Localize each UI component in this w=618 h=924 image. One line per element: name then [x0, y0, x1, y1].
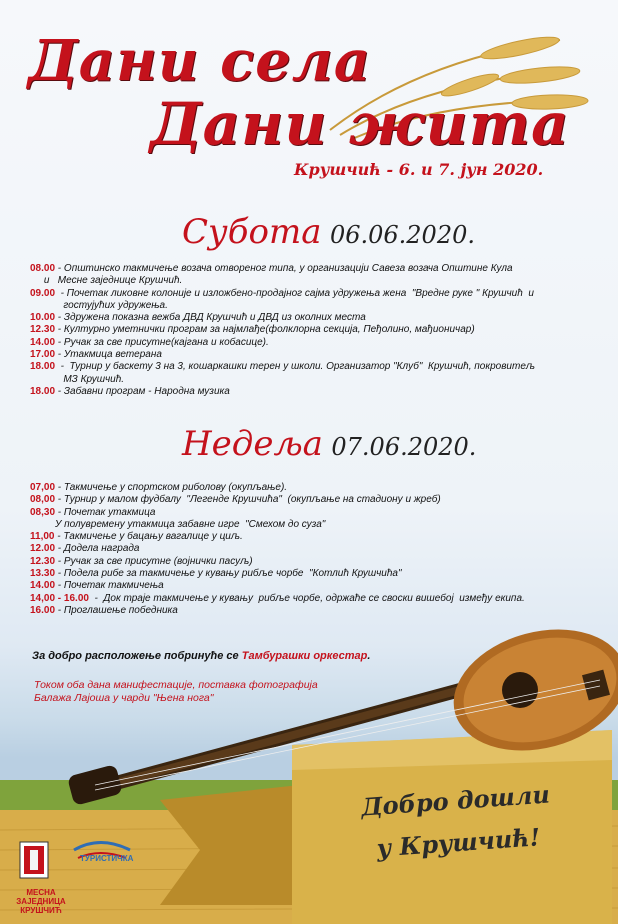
time: 12.00 — [30, 543, 56, 555]
welcome-line2: у Крушчић! — [375, 822, 542, 863]
photo-exhibit-note — [34, 679, 318, 705]
activity: - Ручак за све присутне (војнички пасуљ) — [55, 555, 253, 567]
activity: - Забавни програм - Народна музика — [55, 385, 230, 397]
saturday-date: 06.06.2020. — [329, 221, 475, 249]
schedule-row — [30, 519, 590, 531]
time: 08.00 — [30, 263, 56, 274]
orchestra-suffix: . — [367, 650, 371, 662]
schedule-row — [30, 337, 590, 349]
schedule-row — [30, 312, 590, 324]
time: 12.30 — [30, 324, 56, 336]
orchestra-name: Тамбурашки оркестар — [241, 650, 368, 662]
activity: - Почетак утакмица — [55, 506, 156, 518]
tourism-logo-text: ТУРИСТИЧКА — [80, 854, 134, 863]
event-date-range: Крушчић - 6. и 7. јун 2020. — [294, 160, 544, 179]
schedule-row — [30, 556, 590, 568]
saturday-schedule — [30, 263, 590, 398]
sunday-date: 07.06.2020. — [331, 433, 477, 461]
time: 13.30 — [30, 568, 56, 580]
sunday-heading — [182, 424, 476, 464]
schedule-row — [30, 593, 590, 605]
time: 14,00 - 16.00 — [30, 592, 89, 604]
activity: гостујућих удружења. — [30, 299, 168, 311]
schedule-row — [30, 531, 590, 543]
schedule-row — [30, 349, 590, 361]
activity: - Ручак за све присутне(кајгана и кобасице). — [55, 336, 269, 348]
activity: - Такмичење у спортском риболову (окупљање). — [55, 482, 288, 493]
schedule-row — [30, 494, 590, 506]
schedule-row — [30, 275, 590, 287]
schedule-row — [30, 580, 590, 592]
schedule-row — [30, 263, 590, 275]
activity: и Месне заједнице Крушчић. — [30, 275, 183, 287]
time: 17.00 — [30, 349, 56, 361]
schedule-row — [30, 300, 590, 312]
schedule-row — [30, 482, 590, 494]
welcome-line1: Добро дошли — [360, 779, 551, 822]
activity: - Почетак такмичења — [55, 580, 164, 592]
saturday-heading — [182, 212, 475, 252]
time: 07,00 — [30, 482, 56, 493]
saturday-name: Субота — [182, 212, 322, 252]
schedule-row — [30, 568, 590, 580]
activity: - Турнир у малом фудбалу "Легенде Крушчића" (окупљање на стадиону и жреб) — [55, 494, 441, 506]
time: 11,00 — [30, 531, 55, 543]
time: 09.00 — [30, 287, 56, 299]
schedule-row — [30, 605, 590, 617]
schedule-row — [30, 374, 590, 386]
schedule-row — [30, 543, 590, 555]
time: 14.00 — [30, 580, 56, 592]
orchestra-prefix: За добро расположење побринуће се — [32, 650, 242, 662]
schedule-row — [30, 324, 590, 336]
activity: МЗ Крушчић. — [30, 373, 125, 385]
time: 18.00 — [30, 385, 56, 397]
time: 08,30 — [30, 506, 56, 518]
activity: - Док траје такмичење у кувању рибље чорбе, одржаће се своски вишебој између екипа. — [88, 592, 525, 604]
time: 14.00 — [30, 336, 56, 348]
activity: - Проглашење победника — [55, 604, 178, 616]
orchestra-note — [32, 650, 370, 662]
activity: - Здружена показна вежба ДВД Крушчић и ДВД из околних места — [55, 312, 366, 324]
activity: - Културно уметнички програм за најмлађе(фолклорна секција, Пеђолино, мађионичар) — [55, 324, 475, 336]
title-line1: Дани села — [28, 28, 372, 94]
time: 10.00 — [30, 312, 56, 324]
sunday-schedule — [30, 482, 590, 617]
time: 12.30 — [30, 555, 56, 567]
time: 18.00 — [30, 361, 56, 373]
schedule-row — [30, 288, 590, 300]
activity: - Општинско такмичење возача отвореног типа, у организацији Савеза возача Општине Кула — [55, 263, 513, 274]
schedule-row — [30, 361, 590, 373]
photo-note-line1: Током оба дана манифестације, поставка фотографија — [34, 679, 318, 691]
photo-note-line2: Балажа Лајоша у чарди "Њена нога" — [34, 692, 214, 704]
activity: У полувремену утакмица забавне игре "Смехом до суза" — [30, 518, 326, 530]
activity: - Утакмица ветерана — [55, 349, 162, 361]
activity: - Такмичење у бацању вагалице у циљ. — [54, 531, 243, 543]
activity: - Подела рибе за такмичење у кувању рибље чорбе "Котлић Крушчића" — [55, 568, 402, 580]
sunday-name: Недеља — [182, 424, 323, 464]
title-line2: Дани жита — [150, 90, 570, 158]
time: 08,00 — [30, 494, 56, 506]
activity: - Турнир у баскету 3 на 3, кошаркашки терен у школи. Организатор "Клуб" Крушчић, покровитељ — [55, 361, 535, 373]
local-community-logo-text: МЕСНА ЗАЈЕДНИЦА КРУШЧИЋ — [16, 888, 66, 915]
activity: - Почетак ликовне колоније и изложбено-продајног сајма удружења жена "Вредне руке " Крушчић и — [55, 287, 534, 299]
time: 16.00 — [30, 604, 56, 616]
schedule-row — [30, 386, 590, 398]
schedule-row — [30, 507, 590, 519]
activity: - Додела награда — [55, 543, 140, 555]
coat-of-arms-logo — [20, 842, 48, 878]
